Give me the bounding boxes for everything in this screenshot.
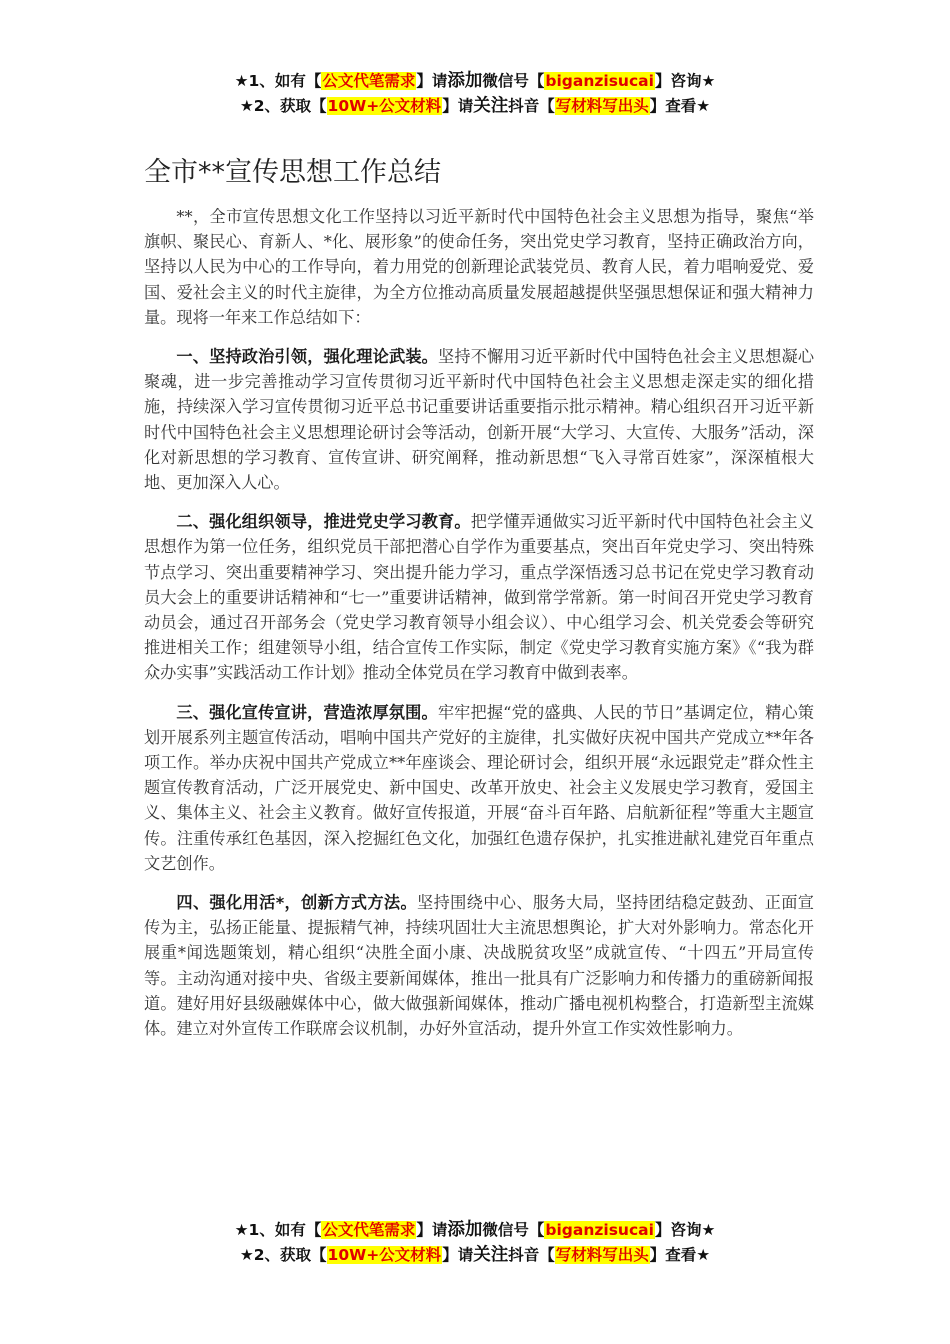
promo-highlight: 10W+公文材料 xyxy=(327,97,442,115)
wechat-id: biganzisucai xyxy=(545,72,654,90)
douyin-account: 写材料写出头 xyxy=(555,1246,649,1264)
section-paragraph xyxy=(144,344,814,495)
section-text: 把学懂弄通做实习近平新时代中国特色社会主义思想作为第一位任务，组织党员干部把潜心自学作为重要基点，突出百年党史学习、突出特殊节点学习、突出重要精神学习、突出提升能力学习，重点学深悟透习总书记在党史学习教育动员大会上的重要讲话精神和“七一”重要讲话精神，做到常学常新。第一时间召开党史学习教育动员会，通过召开部务会（党史学习教育领导小组会议）、中心组学习会、机关党委会等研究推进相关工作；组建领导小组，结合宣传工作实际，制定《党史学习教育实施方案》《“我为群众办实事”实践活动工作计划》推动全体党员在学习教育中做到表率。 xyxy=(144,512,815,683)
promo-highlight: 公文代笔需求 xyxy=(322,72,416,90)
promo-highlight: 10W+公文材料 xyxy=(327,1246,442,1264)
section-heading: 一、坚持政治引领，强化理论武装。 xyxy=(176,347,439,367)
promo-line-1: ★1、如有【公文代笔需求】请添加微信号【biganzisucai】咨询★ xyxy=(234,1220,716,1240)
section-text: 牢牢把握“党的盛典、人民的节日”基调定位，精心策划开展系列主题宣传活动，唱响中国共产党好的主旋律，扎实做好庆祝中国共产党成立**年各项工作。举办庆祝中国共产党成立**年座谈会、理论研讨会，组织开展“永远跟党走”群众性主题宣传教育活动，广泛开展党史、新中国史、改革开放史、社会主义发展史学习教育，爱国主义、集体主义、社会主义教育。做好宣传报道，开展“奋斗百年路、启航新征程”等重大主题宣传。注重传承红色基因，深入挖掘红色文化，加强红色遗存保护，扎实推进献礼建党百年重点文艺创作。 xyxy=(144,702,814,873)
header-promo-banner xyxy=(0,69,950,119)
wechat-id: biganzisucai xyxy=(545,1221,654,1239)
promo-line-2: ★2、获取【10W+公文材料】请关注抖音【写材料写出头】查看★ xyxy=(239,1245,711,1265)
section-paragraph xyxy=(144,890,814,1041)
promo-highlight: 公文代笔需求 xyxy=(322,1221,416,1239)
document-body xyxy=(144,204,814,1055)
section-heading: 二、强化组织领导，推进党史学习教育。 xyxy=(176,512,471,532)
promo-line-1: ★1、如有【公文代笔需求】请添加微信号【biganzisucai】咨询★ xyxy=(234,71,716,91)
section-heading: 四、强化用活*，创新方式方法。 xyxy=(176,893,418,913)
intro-paragraph: **，全市宣传思想文化工作坚持以习近平新时代中国特色社会主义思想为指导，聚焦“举旗帜、聚民心、育新人、*化、展形象”的使命任务，突出党史学习教育，坚持正确政治方向，坚持以人民为中心的工作导向，着力用党的创新理论武装党员、教育人民，着力唱响爱党、爱国、爱社会主义的时代主旋律，为全方位推动高质量发展超越提供坚强思想保证和强大精神力量。现将一年来工作总结如下： xyxy=(144,207,814,327)
section-text: 坚持不懈用习近平新时代中国特色社会主义思想凝心聚魂，进一步完善推动学习宣传贯彻习近平新时代中国特色社会主义思想走深走实的细化措施，持续深入学习宣传贯彻习近平总书记重要讲话重要指示批示精神。精心组织召开习近平新时代中国特色社会主义思想理论研讨会等活动，创新开展“大学习、大宣传、大服务”活动，深化对新思想的学习教育、宣传宣讲、研究阐释，推动新思想“飞入寻常百姓家”，深深植根大地、更加深入人心。 xyxy=(144,347,815,493)
section-paragraph xyxy=(144,700,814,876)
promo-line-2: ★2、获取【10W+公文材料】请关注抖音【写材料写出头】查看★ xyxy=(239,96,711,116)
footer-promo-banner xyxy=(0,1218,950,1268)
section-text: 坚持围绕中心、服务大局，坚持团结稳定鼓劲、正面宣传为主，弘扬正能量、提振精气神，持续巩固壮大主流思想舆论，扩大对外影响力。常态化开展重*闻选题策划，精心组织“决胜全面小康、决战脱贫攻坚”成就宣传、“十四五”开局宣传等。主动沟通对接中央、省级主要新闻媒体，推出一批具有广泛影响力和传播力的重磅新闻报道。建好用好县级融媒体中心，做大做强新闻媒体，推动广播电视机构整合，打造新型主流媒体。建立对外宣传工作联席会议机制，办好外宣活动，提升外宣工作实效性影响力。 xyxy=(144,893,814,1039)
section-paragraph xyxy=(144,509,814,685)
douyin-account: 写材料写出头 xyxy=(555,97,649,115)
document-title: 全市**宣传思想工作总结 xyxy=(144,157,441,188)
section-heading: 三、强化宣传宣讲，营造浓厚氛围。 xyxy=(176,702,438,722)
